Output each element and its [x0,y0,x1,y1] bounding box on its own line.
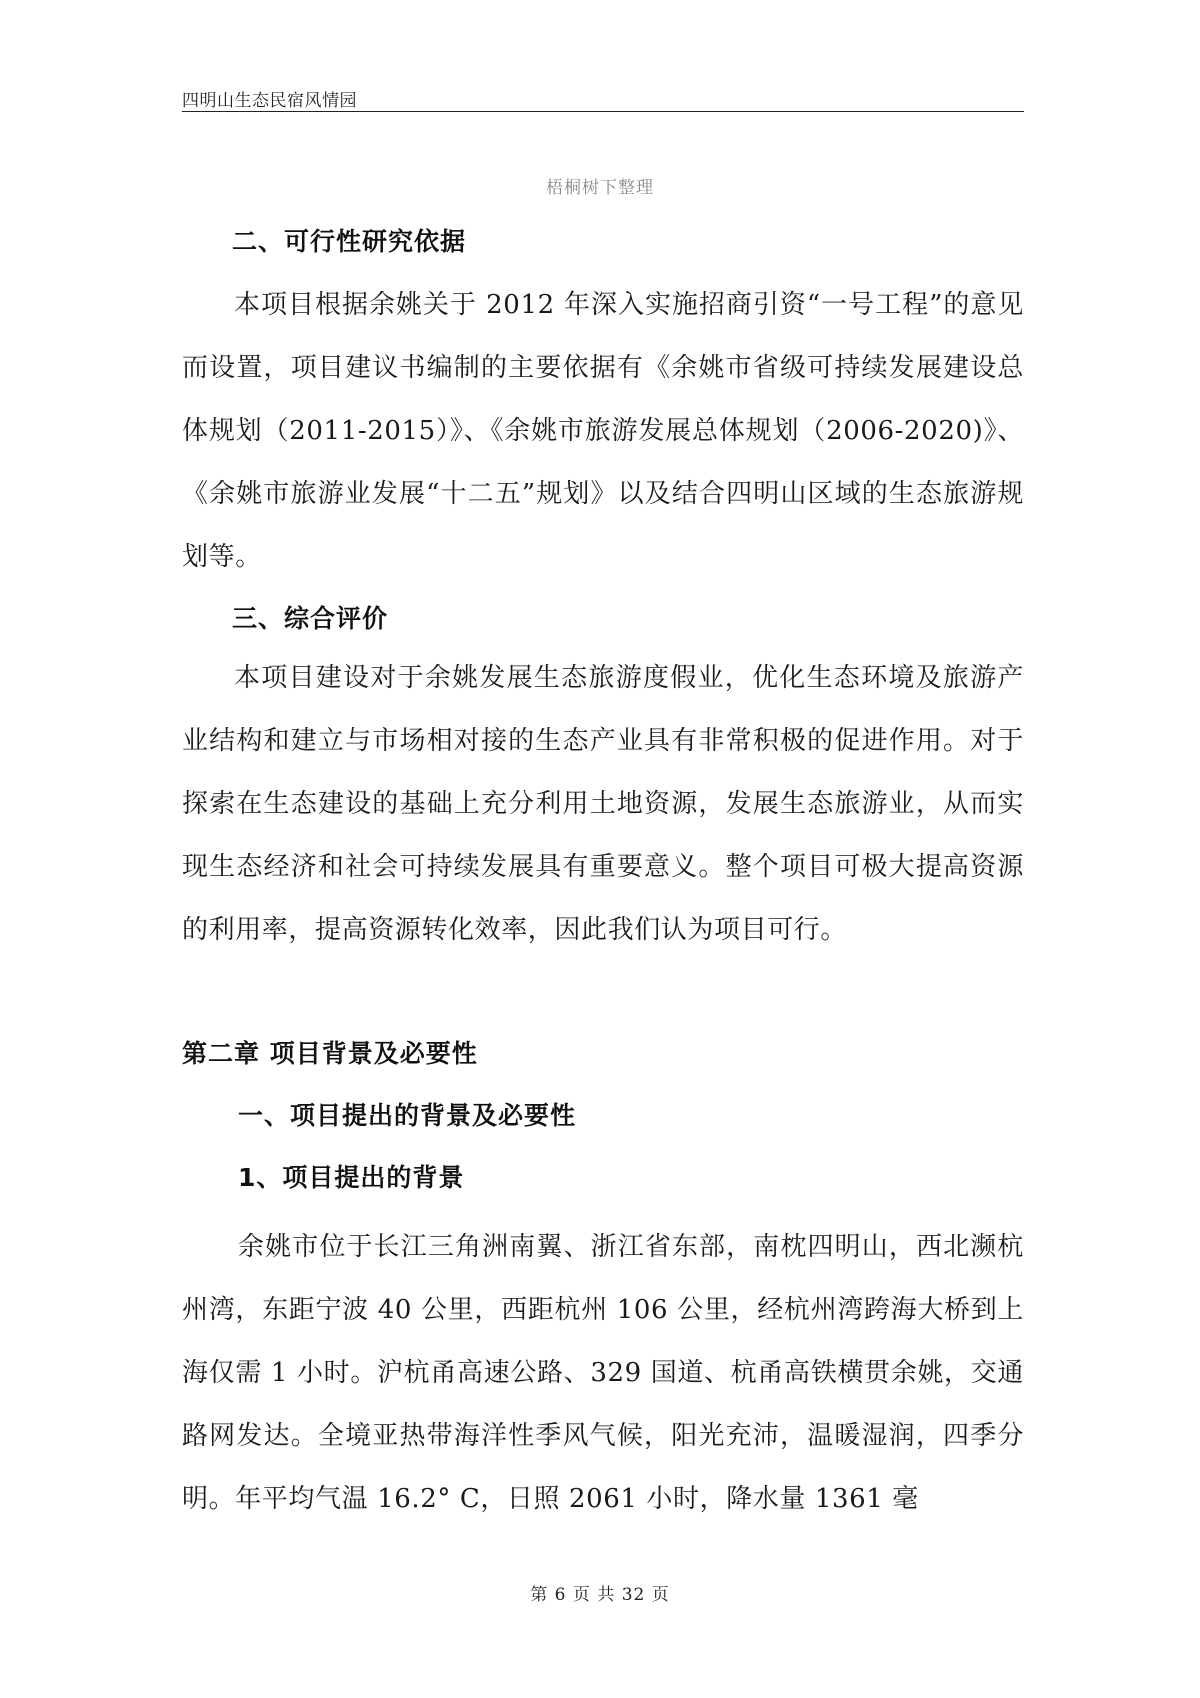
header-rule [182,111,1024,112]
chapter-heading: 第二章 项目背景及必要性 [182,1039,478,1068]
running-header: 四明山生态民宿风情园 [182,91,357,111]
section-heading-feasibility-basis: 二、可行性研究依据 [232,227,467,256]
subsection-heading-background-necessity: 一、项目提出的背景及必要性 [238,1101,577,1130]
item-heading-background: 1、项目提出的背景 [238,1163,465,1192]
paragraph-feasibility-basis: 本项目根据余姚关于 2012 年深入实施招商引资“一号工程”的意见而设置，项目建议书编制的主要依据有《余姚市省级可持续发展建设总体规划（2011-2015）》、《余姚市旅游发展总体规划（2006-2020)》、《余姚市旅游业发展“十二五”规划》以及结合四明山区域的生态旅游规划等。 [182,290,1024,572]
paragraph-evaluation: 本项目建设对于余姚发展生态旅游度假业，优化生态环境及旅游产业结构和建立与市场相对接的生态产业具有非常积极的促进作用。对于探索在生态建设的基础上充分利用土地资源，发展生态旅游业，从而实现生态经济和社会可持续发展具有重要意义。整个项目可极大提高资源的利用率，提高资源转化效率，因此我们认为项目可行。 [182,663,1024,945]
page-number-footer: 第 6 页 共 32 页 [530,1585,670,1605]
section-heading-evaluation: 三、综合评价 [232,604,389,633]
page-content [182,220,1024,1531]
compiler-note: 梧桐树下整理 [546,178,654,198]
paragraph-background: 余姚市位于长江三角洲南翼、浙江省东部，南枕四明山，西北濒杭州湾，东距宁波 40 公里，西距杭州 106 公里，经杭州湾跨海大桥到上海仅需 1 小时。沪杭甬高速公路、329 国道、杭甬高铁横贯余姚，交通路网发达。全境亚热带海洋性季风气候，阳光充沛，温暖湿润，四季分明。年平均气温 16.2° C，日照 2061 小时，降水量 1361 毫 [182,1232,1024,1514]
